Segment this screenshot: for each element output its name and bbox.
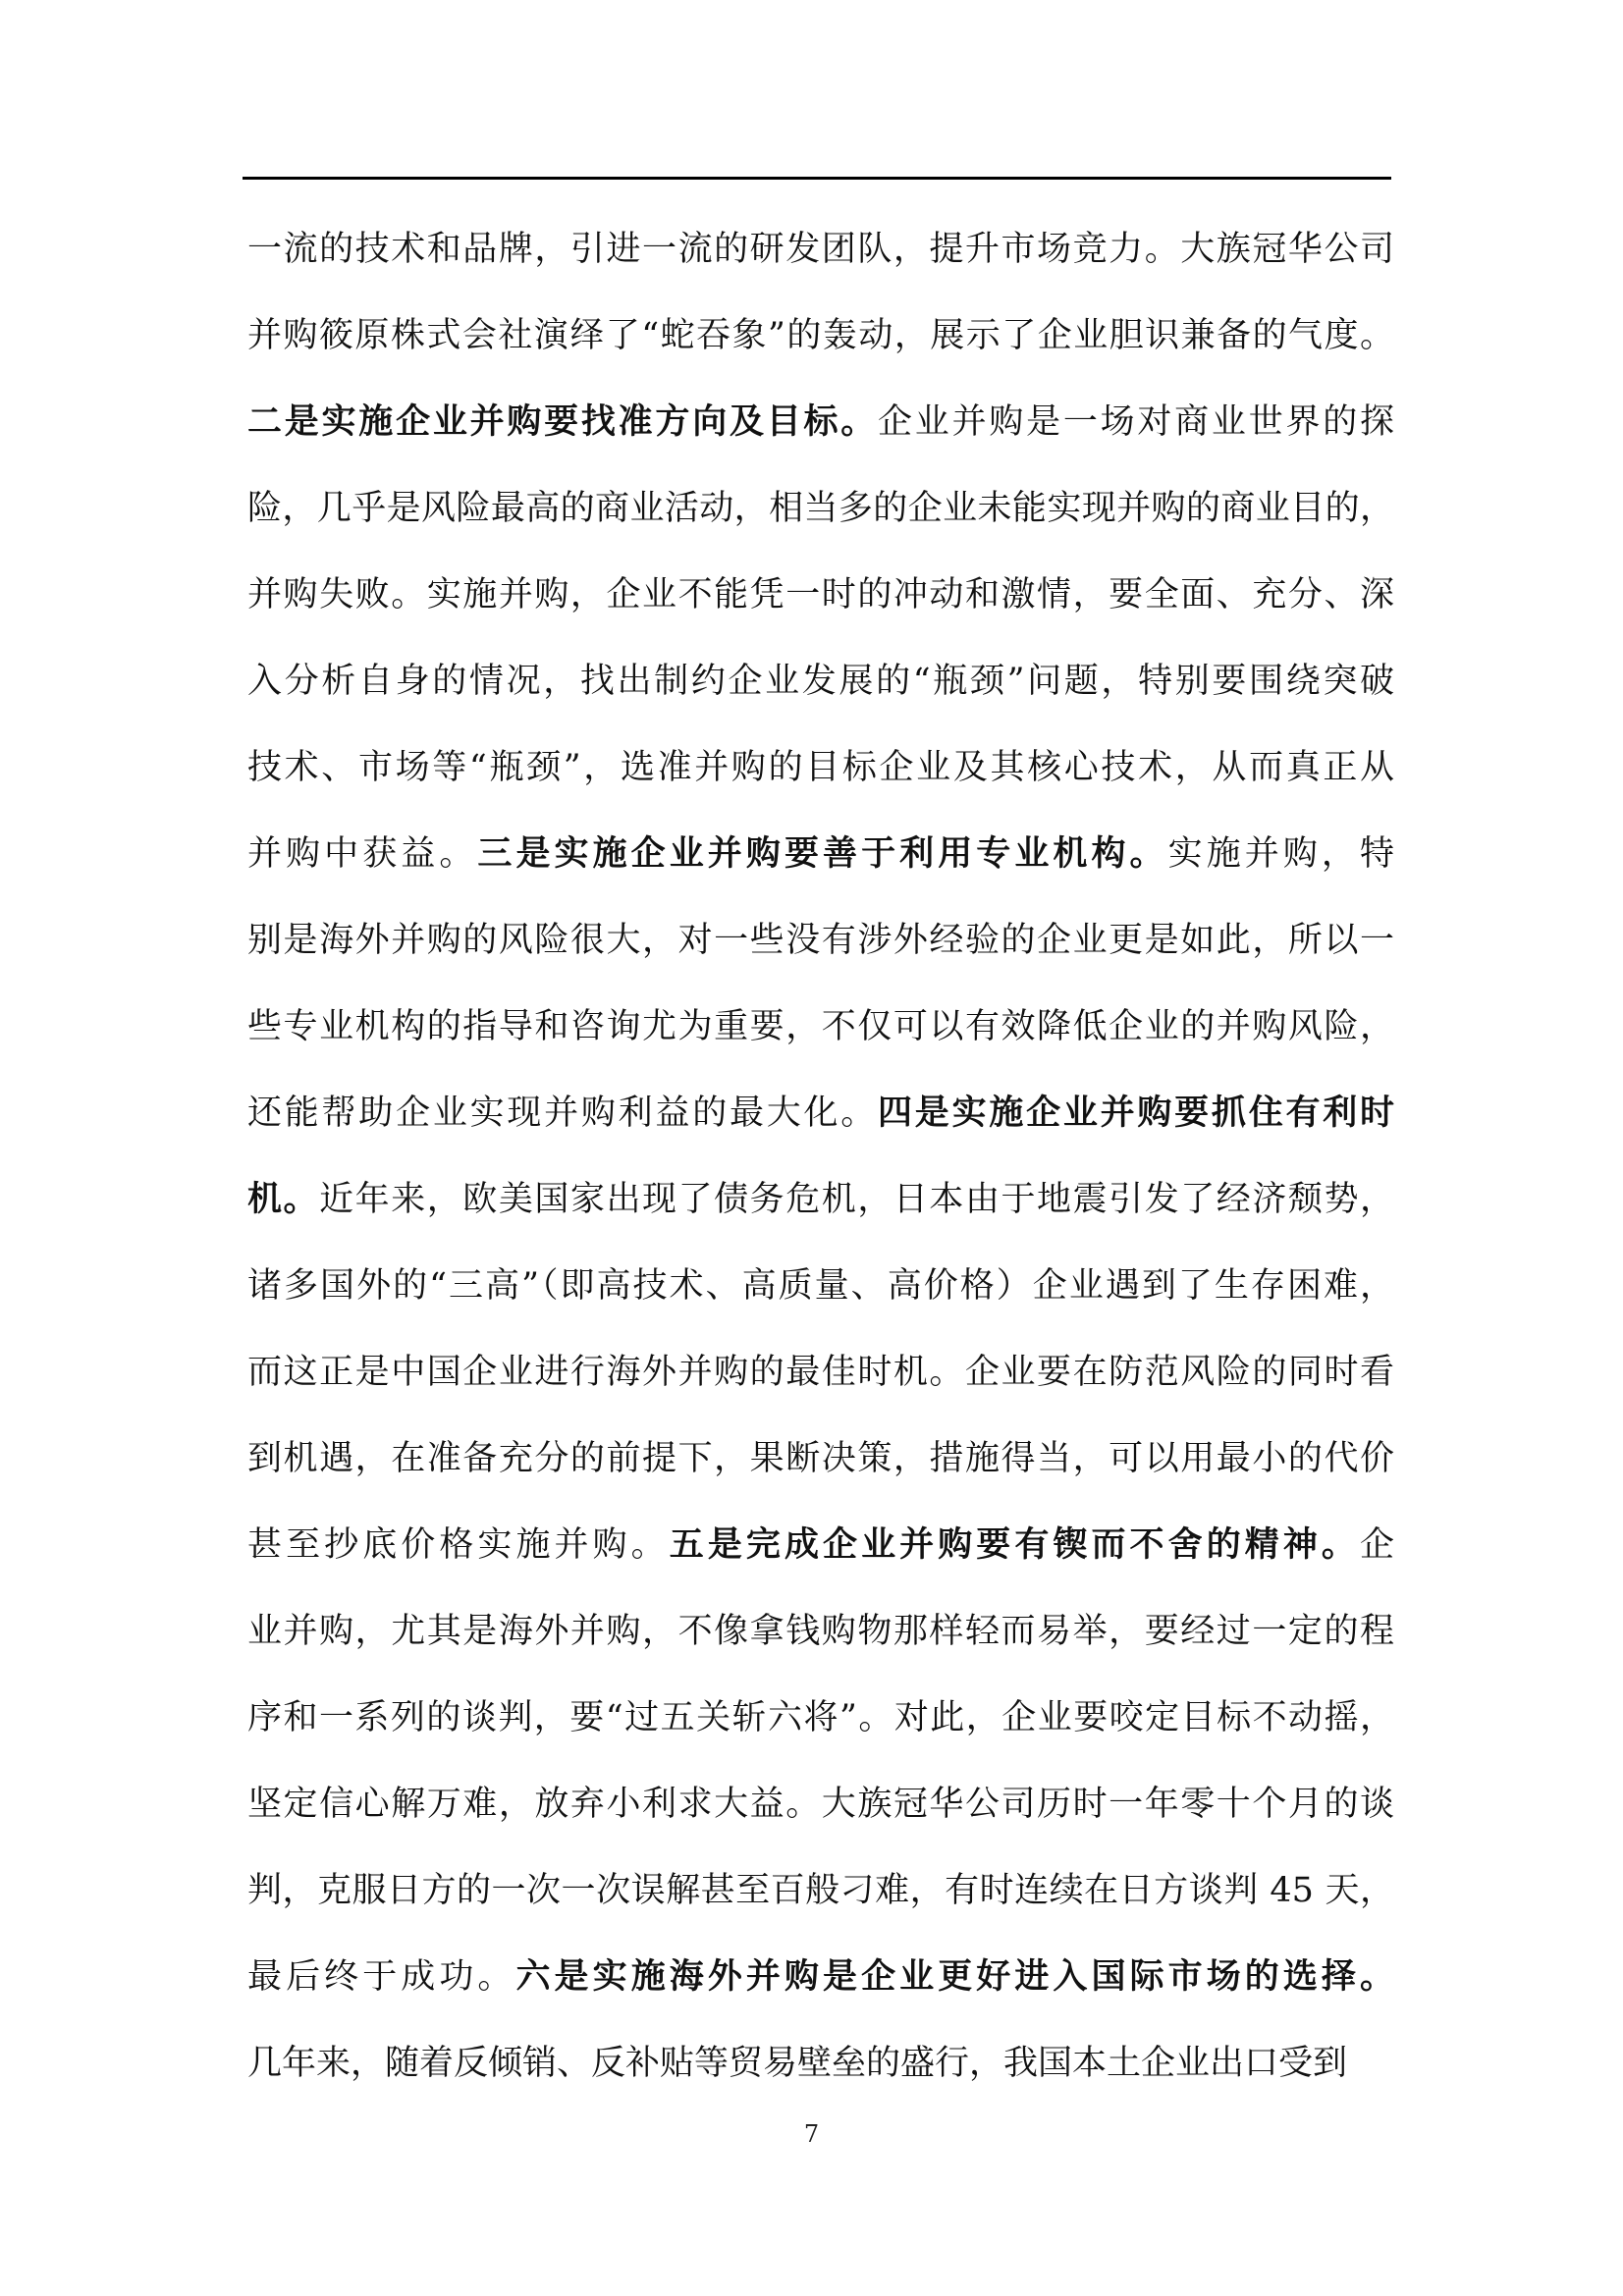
text-line <box>247 2020 1394 2107</box>
text-line <box>247 206 1394 293</box>
bold-heading-segment: 六是实施海外并购是企业更好进入国际市场的选择。 <box>515 1957 1394 1997</box>
text-line <box>247 1934 1394 2020</box>
text-segment: 业并购，尤其是海外并购，不像拿钱购物那样轻而易举，要经过一定的程 <box>247 1612 1394 1651</box>
text-segment: 坚定信心解万难，放弃小利求大益。大族冠华公司历时一年零十个月的谈 <box>247 1785 1394 1824</box>
page-number: 7 <box>803 2120 820 2148</box>
text-line <box>247 724 1394 811</box>
header-rule <box>243 177 1391 180</box>
text-segment: 并购筱原株式会社演绎了“蛇吞象”的轰动，展示了企业胆识兼备的气度。 <box>247 316 1394 355</box>
text-line <box>247 1502 1394 1588</box>
text-segment: 近年来，欧美国家出现了债务危机，日本由于地震引发了经济颓势， <box>319 1180 1394 1219</box>
text-segment: 企业并购是一场对商业世界的探 <box>878 402 1394 442</box>
text-segment: 些专业机构的指导和咨询尤为重要，不仅可以有效降低企业的并购风险， <box>247 1007 1394 1046</box>
text-line <box>247 1415 1394 1502</box>
text-line <box>247 984 1394 1070</box>
text-line <box>247 638 1394 724</box>
text-segment: 到机遇，在准备充分的前提下，果断决策，措施得当，可以用最小的代价 <box>247 1439 1394 1478</box>
text-line <box>247 1070 1394 1156</box>
text-line <box>247 1243 1394 1329</box>
text-line <box>247 1847 1394 1934</box>
bold-heading-segment: 四是实施企业并购要抓住有利时 <box>878 1094 1394 1133</box>
bold-heading-segment: 机。 <box>247 1180 320 1219</box>
text-line <box>247 552 1394 638</box>
bold-heading-segment: 三是实施企业并购要善于利用专业机构。 <box>477 834 1168 874</box>
text-segment: 别是海外并购的风险很大，对一些没有涉外经验的企业更是如此，所以一 <box>247 921 1394 960</box>
bold-heading-segment: 五是完成企业并购要有锲而不舍的精神。 <box>669 1525 1360 1565</box>
text-line <box>247 379 1394 465</box>
text-line <box>247 897 1394 984</box>
text-segment: 企 <box>1359 1525 1394 1565</box>
text-segment: 技术、市场等“瓶颈”，选准并购的目标企业及其核心技术，从而真正从 <box>247 748 1394 787</box>
text-line <box>247 1675 1394 1761</box>
text-segment: 判，克服日方的一次一次误解甚至百般刁难，有时连续在日方谈判 45 天， <box>247 1871 1394 1910</box>
text-segment: 还能帮助企业实现并购利益的最大化。 <box>247 1094 879 1133</box>
text-segment: 险，几乎是风险最高的商业活动，相当多的企业未能实现并购的商业目的， <box>247 489 1394 528</box>
text-line <box>247 811 1394 897</box>
text-line <box>247 1588 1394 1675</box>
text-line <box>247 1156 1394 1243</box>
text-segment: 一流的技术和品牌，引进一流的研发团队，提升市场竞力。大族冠华公司 <box>247 230 1394 269</box>
body-text <box>247 206 1394 2107</box>
text-line <box>247 1329 1394 1415</box>
text-line <box>247 293 1394 379</box>
text-segment: 实施并购，特 <box>1167 834 1394 874</box>
text-line <box>247 465 1394 552</box>
text-segment: 序和一系列的谈判，要“过五关斩六将”。对此，企业要咬定目标不动摇， <box>247 1698 1394 1737</box>
text-segment: 几年来，随着反倾销、反补贴等贸易壁垒的盛行，我国本土企业出口受到 <box>247 2044 1348 2083</box>
text-segment: 并购中获益。 <box>247 834 478 874</box>
text-segment: 甚至抄底价格实施并购。 <box>247 1525 670 1565</box>
text-line <box>247 1761 1394 1847</box>
text-segment: 诸多国外的“三高”（即高技术、高质量、高价格）企业遇到了生存困难， <box>247 1266 1394 1306</box>
text-segment: 入分析自身的情况，找出制约企业发展的“瓶颈”问题，特别要围绕突破 <box>247 662 1394 701</box>
text-segment: 并购失败。实施并购，企业不能凭一时的冲动和激情，要全面、充分、深 <box>247 575 1394 614</box>
text-segment: 最后终于成功。 <box>247 1957 516 1997</box>
bold-heading-segment: 二是实施企业并购要找准方向及目标。 <box>247 402 879 442</box>
text-segment: 而这正是中国企业进行海外并购的最佳时机。企业要在防范风险的同时看 <box>247 1353 1394 1392</box>
